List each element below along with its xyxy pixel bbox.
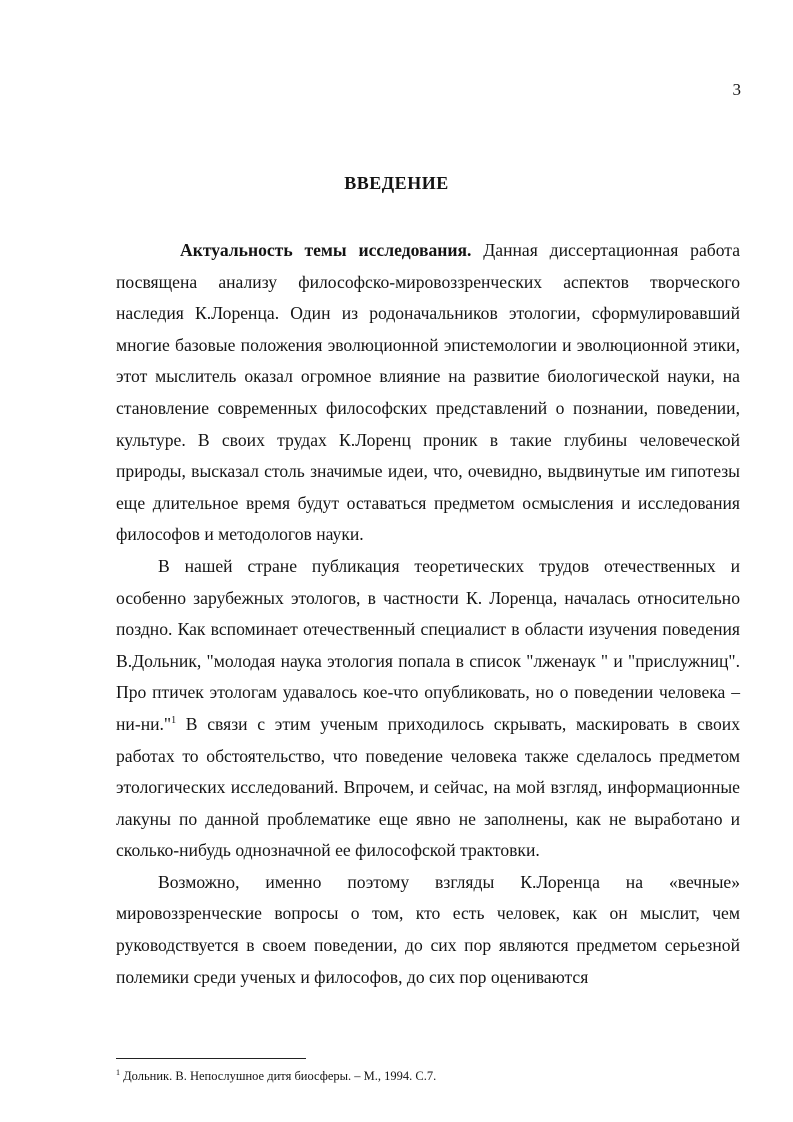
paragraph-2 bbox=[116, 551, 740, 867]
paragraph-1-lead: Актуальность темы исследования. bbox=[180, 240, 472, 260]
paragraph-1 bbox=[116, 235, 740, 551]
page-number: 3 bbox=[732, 80, 741, 99]
footnote-reference: 1 bbox=[171, 715, 177, 727]
paragraph-2-text-a: В нашей стране публикация теоретических трудов отечественных и особенно зарубежных этологов, в частности К. Лоренца, началась относительно поздно. Как вспоминает отечественный специалист в области изучения поведения В.Дольник, "молодая наука этология попала в список "лженаук " и "прислужниц". Про птичек этологам удавалось кое-что опубликовать, но о поведении человека – ни-ни." bbox=[116, 555, 740, 734]
section-heading: ВВЕДЕНИЕ bbox=[344, 173, 449, 193]
paragraph-3 bbox=[116, 867, 740, 993]
footnote bbox=[116, 1068, 436, 1084]
body-text bbox=[116, 235, 740, 993]
footnote-marker: 1 bbox=[116, 1068, 120, 1077]
paragraph-3-text: Возможно, именно поэтому взгляды К.Лоренца на «вечные» мировоззренческие вопросы о том, кто есть человек, как он мыслит, чем руководствуется в своем поведении, до сих пор являются предметом серьезной полемики среди ученых и философов, до сих пор оцениваются bbox=[116, 871, 740, 987]
footnote-divider bbox=[116, 1058, 306, 1059]
paragraph-1-text: Данная диссертационная работа посвящена анализу философско-мировоззренческих аспектов творческого наследия К.Лоренца. Один из родоначальников этологии, сформулировавший многие базовые положения эволюционной эпистемологии и эволюционной этики, этот мыслитель оказал огромное влияние на развитие биологической науки, на становление современных философских представлений о познании, поведении, культуре. В своих трудах К.Лоренц проник в такие глубины человеческой природы, высказал столь значимые идеи, что, очевидно, выдвинутые им гипотезы еще длительное время будут оставаться предметом осмысления и исследования философов и методологов науки. bbox=[116, 240, 741, 545]
paragraph-2-text-b: В связи с этим ученым приходилось скрывать, маскировать в своих работах то обстоятельство, что поведение человека также сделалось предметом этологических исследований. Впрочем, и сейчас, на мой взгляд, информационные лакуны по данной проблематике еще явно не заполнены, как не выработано и сколько-нибудь однозначной ее философской трактовки. bbox=[116, 713, 740, 861]
footnote-text: Дольник. В. Непослушное дитя биосферы. – М., 1994. С.7. bbox=[120, 1069, 437, 1084]
